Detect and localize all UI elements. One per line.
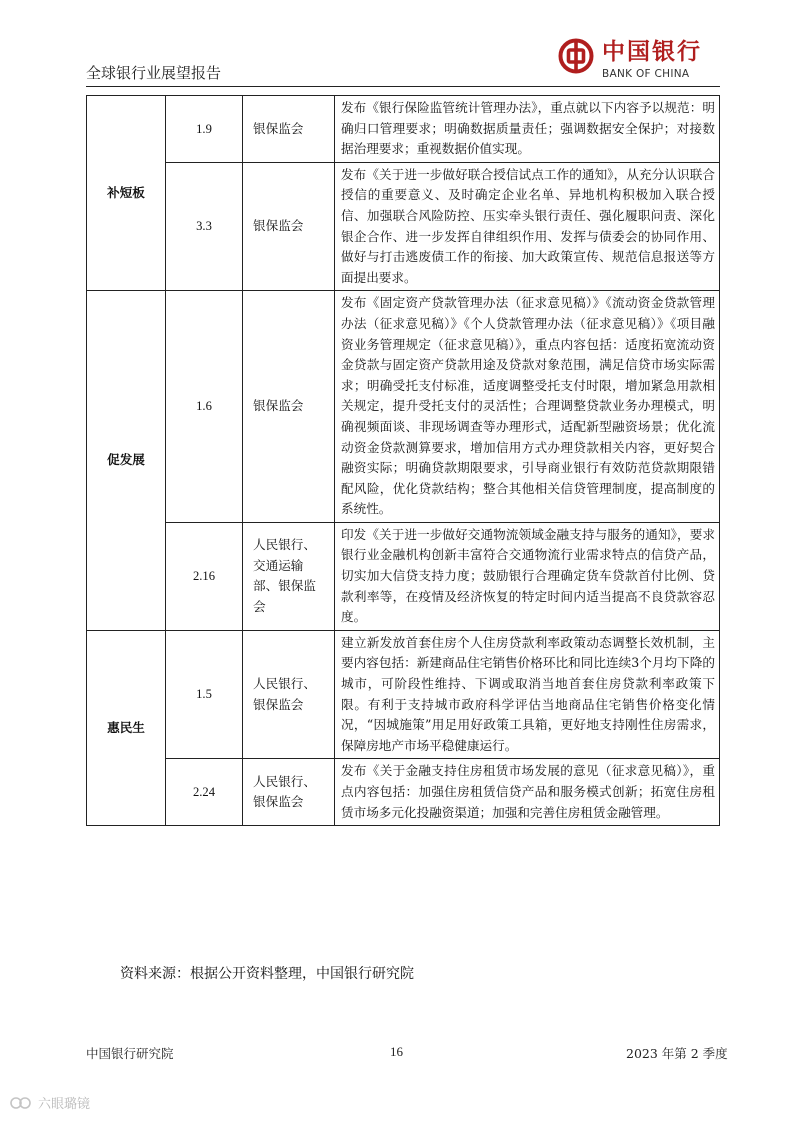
watermark-logo-icon bbox=[10, 1096, 32, 1110]
issuer-cell: 人民银行、银保监会 bbox=[243, 759, 335, 826]
content-cell: 发布《关于金融支持住房租赁市场发展的意见（征求意见稿）》，重点内容包括：加强住房租赁信贷产品和服务模式创新；拓宽住房租赁市场多元化投融资渠道；加强和完善住房租赁金融管理。 bbox=[335, 759, 720, 826]
logo-name-en: BANK OF CHINA bbox=[602, 68, 690, 80]
issuer-cell: 银保监会 bbox=[243, 162, 335, 291]
number-cell: 3.3 bbox=[166, 162, 243, 291]
content-cell: 建立新发放首套住房个人住房贷款利率政策动态调整长效机制，主要内容包括：新建商品住宅销售价格环比和同比连续3个月均下降的城市，可阶段性维持、下调或取消当地首套住房贷款利率政策下限。有利于支持城市政府科学评估当地商品住宅销售价格变化情况，“因城施策”用足用好政策工具箱，更好地支持刚性住房需求，保障房地产市场平稳健康运行。 bbox=[335, 630, 720, 759]
logo-name-cn: 中国银行 bbox=[602, 38, 702, 65]
category-cell: 补短板 bbox=[87, 96, 166, 291]
issuer-cell: 银保监会 bbox=[243, 291, 335, 523]
footer-period: 2023 年第 2 季度 bbox=[626, 1046, 728, 1061]
content-cell: 发布《固定资产贷款管理办法（征求意见稿）》《流动资金贷款管理办法（征求意见稿）》《个人贷款管理办法（征求意见稿）》《项目融资业务管理规定（征求意见稿）》，重点内容包括：适度拓宽流动资金贷款与固定资产贷款用途及贷款对象范围，满足信贷市场实际需求；明确受托支付标准，适度调整受托支付时限，增加紧急用款相关规定，提升受托支付的灵活性；合理调整贷款业务办理模式，明确视频面谈、非现场调查等办理形式，适配新型融资场景；优化流动资金贷款测算要求，增加信用方式办理贷款相关内容，更好契合融资实际；明确贷款期限要求，引导商业银行有效防范贷款期限错配风险，优化贷款结构；整合其他相关信贷管理制度，提高制度的系统性。 bbox=[335, 291, 720, 523]
table-row bbox=[87, 96, 720, 163]
content-cell: 发布《银行保险监管统计管理办法》，重点就以下内容予以规范：明确归口管理要求；明确数据质量责任；强调数据安全保护；对接数据治理要求；重视数据价值实现。 bbox=[335, 96, 720, 163]
issuer-cell: 银保监会 bbox=[243, 96, 335, 163]
footer-institution: 中国银行研究院 bbox=[86, 1046, 174, 1061]
category-cell: 惠民生 bbox=[87, 630, 166, 825]
report-title: 全球银行业展望报告 bbox=[86, 64, 222, 82]
number-cell: 1.9 bbox=[166, 96, 243, 163]
category-cell: 促发展 bbox=[87, 291, 166, 631]
page-number: 16 bbox=[390, 1044, 403, 1059]
number-cell: 2.16 bbox=[166, 522, 243, 630]
header-rule bbox=[86, 86, 720, 87]
table-row bbox=[87, 522, 720, 630]
table-row bbox=[87, 630, 720, 759]
table-row bbox=[87, 291, 720, 523]
watermark bbox=[10, 1093, 90, 1112]
content-cell: 发布《关于进一步做好联合授信试点工作的通知》，从充分认识联合授信的重要意义、及时确定企业名单、异地机构积极加入联合授信、加强联合风险防控、压实牵头银行责任、强化履职问责、深化银企合作、进一步发挥自律组织作用、发挥与债委会的协同作用、做好与打击逃废债工作的衔接、加大政策宣传、规范信息报送等方面提出要求。 bbox=[335, 162, 720, 291]
number-cell: 1.6 bbox=[166, 291, 243, 523]
policy-table bbox=[86, 95, 720, 826]
number-cell: 1.5 bbox=[166, 630, 243, 759]
issuer-cell: 人民银行、交通运输部、银保监会 bbox=[243, 522, 335, 630]
source-note: 资料来源：根据公开资料整理，中国银行研究院 bbox=[120, 966, 414, 982]
content-cell: 印发《关于进一步做好交通物流领域金融支持与服务的通知》，要求银行业金融机构创新丰富符合交通物流行业需求特点的信贷产品，切实加大信贷支持力度；鼓励银行合理确定货车贷款首付比例、贷款利率等，在疫情及经济恢复的特定时间内适当提高不良贷款容忍度。 bbox=[335, 522, 720, 630]
issuer-cell: 人民银行、银保监会 bbox=[243, 630, 335, 759]
number-cell: 2.24 bbox=[166, 759, 243, 826]
table-row bbox=[87, 759, 720, 826]
table-row bbox=[87, 162, 720, 291]
watermark-text: 六眼璐镜 bbox=[38, 1097, 91, 1112]
bank-of-china-logo-icon bbox=[558, 38, 594, 74]
bank-logo bbox=[558, 38, 718, 84]
